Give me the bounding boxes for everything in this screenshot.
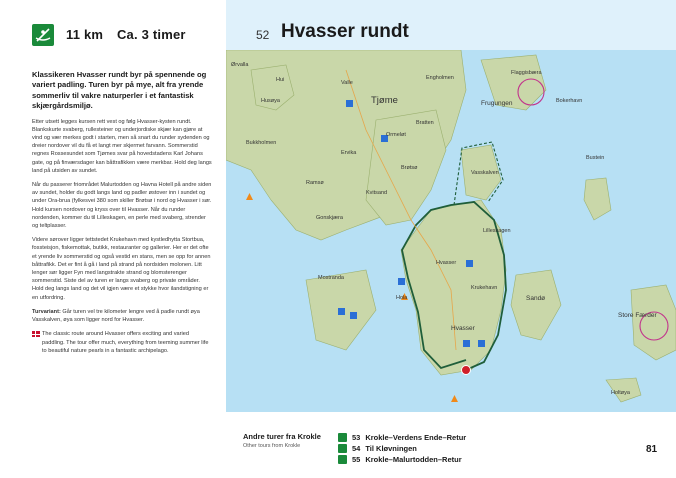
map-label-engholmen: Engholmen <box>426 75 454 81</box>
other-tours-list <box>338 432 466 465</box>
map-label-sando: Sandø <box>526 295 546 302</box>
map-label-mostranda: Mostranda <box>318 275 344 281</box>
page-title: Hvasser rundt <box>281 21 409 42</box>
english-summary <box>32 330 212 355</box>
list-item[interactable] <box>338 454 466 465</box>
island-bustein <box>584 178 611 220</box>
paddling-icon <box>338 444 347 453</box>
duration: Ca. 3 timer <box>116 27 186 42</box>
map-label-bustein: Bustein <box>586 155 605 161</box>
tent-icon <box>478 340 485 347</box>
start-marker <box>462 366 471 375</box>
tour-name: Til Kløvningen <box>365 444 417 453</box>
map-label-husoya: Husøya <box>261 98 280 104</box>
map-label-bukkholmen: Bukkholmen <box>246 140 277 146</box>
paddling-icon <box>32 24 54 46</box>
map-label-hui: Hui <box>276 77 285 83</box>
tour-name: Krokle–Verdens Ende–Retur <box>365 433 467 442</box>
map-label-hvasser-small: Hvasser <box>436 260 457 266</box>
map-label-frugungen: Frugungen <box>481 100 513 107</box>
other-tours-subtitle: Other tours from Krokle <box>243 443 301 449</box>
paragraph-2: Når du passerer friområdet Malurtodden og Havna Hotell på andre siden av sundet, holder du godt langs land og padler østover inn i sundet og under Ora-brua (fylkesvei 380 som skiller Brøtsø i nord og Hvasser i sør. Hold kursen nordover og kryss over til Hvasser. Når du runder nordenden, kommer du til Lilleskagen, en perle med svaberg, strender og teltplasser. <box>32 182 212 230</box>
map-label-bokerhavn: Bokerhavn <box>556 98 583 104</box>
map-label-ervika: Ervika <box>341 150 357 156</box>
paddling-icon <box>338 455 347 464</box>
list-item[interactable] <box>338 443 466 454</box>
parking-icon <box>398 278 405 285</box>
list-item[interactable] <box>338 432 466 443</box>
map-label-ramso: Ramsø <box>306 180 324 186</box>
tour-stats <box>66 27 196 42</box>
map-label-krukehavn: Krukehavn <box>471 285 498 291</box>
tour-number: 54 <box>352 444 361 453</box>
route-map <box>226 50 676 412</box>
distance: 11 km <box>66 27 104 42</box>
map-label-tjome: Tjøme <box>371 95 398 106</box>
map-label-ormelot: Ormeløt <box>386 132 406 138</box>
warning-icon <box>246 193 253 200</box>
map-label-lilleskagen: Lilleskagen <box>483 228 511 234</box>
map-label-hvasser: Hvasser <box>451 325 475 332</box>
map-label-hola: Hola <box>396 295 408 301</box>
left-header <box>0 0 226 66</box>
tent-icon <box>350 312 357 319</box>
lead-paragraph: Klassikeren Hvasser rundt byr på spennende og variert padling. Turen byr på mye, alt fra yrende sommerliv til vakre naturperler i et fantastisk skjærgårdsmiljø. <box>32 70 207 111</box>
route-number: 52 <box>256 28 270 42</box>
island-sando <box>511 270 561 340</box>
map-label-valle: Valle <box>341 80 353 86</box>
variant-label: Turvariant: <box>32 308 61 315</box>
warning-icon <box>451 395 458 402</box>
map-label-vasskalven: Vasskalven <box>471 170 499 176</box>
variant-text: Går turen vel tre kilometer lengre ved å padle rundt øya Vasskalven, øya som ligger nord for Hvasser. <box>32 308 200 324</box>
island-store-faerder <box>631 285 676 360</box>
other-tours-title: Andre turer fra Krokle <box>243 432 321 441</box>
paragraph-1: Etter utsett legges kursen rett vest og følg Hvasser-kysten rundt. Blankskurte svaberg, rullesteiner og underjordiske skjær kan gjøre at vind og vær merkes godt i starten, men så snart du runder sydenden og dreier nordover vil du få et langt mer skjermet farvann. Sommerstid regnes Rossesundet som Tjømes svar på hovedstadens Karl Johans gate, og på finværsdager kan båttrafikken være merkbar. Hold deg langs land på utsiden av sundet. <box>32 118 212 174</box>
map-label-holtoya: Holtøya <box>611 390 630 396</box>
tour-number: 53 <box>352 433 361 442</box>
map-label-brotso: Brøtsø <box>401 165 418 171</box>
page-number: 81 <box>646 444 658 455</box>
paragraph-3: Videre sørover ligger tettstedet Krukehavn med kystledhytta Stortbua, fossteisjon, fiskemottak, butikk, restauranter og gallerier. Her er det ofte et yrende liv sommerstid og også vestid en stans, men se opp for annen båttrafikk. Det er fint å gå i land på strand på nordsiden molonen. Litt lenger sør ligger Fyn med langstrakte strand og blomsterenger sommerstid. Siste del av turen er langs svaberg og private områder. Hold deg langs land og det vil igjen være et stykke hvor ilandstigning er en utfordring. <box>32 237 211 301</box>
tour-number: 55 <box>352 455 361 464</box>
map-label-gonskjaera: Gonskjæra <box>316 215 343 221</box>
variant-paragraph <box>32 308 212 324</box>
parking-icon <box>466 260 473 267</box>
parking-icon <box>463 340 470 347</box>
map-label-bratten: Bratten <box>416 120 434 126</box>
map-label-kvitsand: Kvitsand <box>366 190 388 196</box>
map-graphic <box>226 50 676 412</box>
uk-flag-icon <box>32 331 40 337</box>
parking-icon <box>338 308 345 315</box>
tour-name: Krokle–Malurtodden–Retur <box>365 455 462 464</box>
paddling-icon <box>338 433 347 442</box>
article-body <box>32 70 212 361</box>
english-text: The classic route around Hvasser offers exciting and varied paddling. The tour offer much, everything from teeming summer life to beautiful nature pearls in a fantastic archipelago. <box>42 331 209 354</box>
parking-icon <box>346 100 353 107</box>
map-label-store-faerder: Store Færder <box>618 312 657 319</box>
map-label-flaggisbaera: Flaggisbæra <box>511 70 542 76</box>
map-label-orvalla: Ørvalla <box>231 62 249 68</box>
